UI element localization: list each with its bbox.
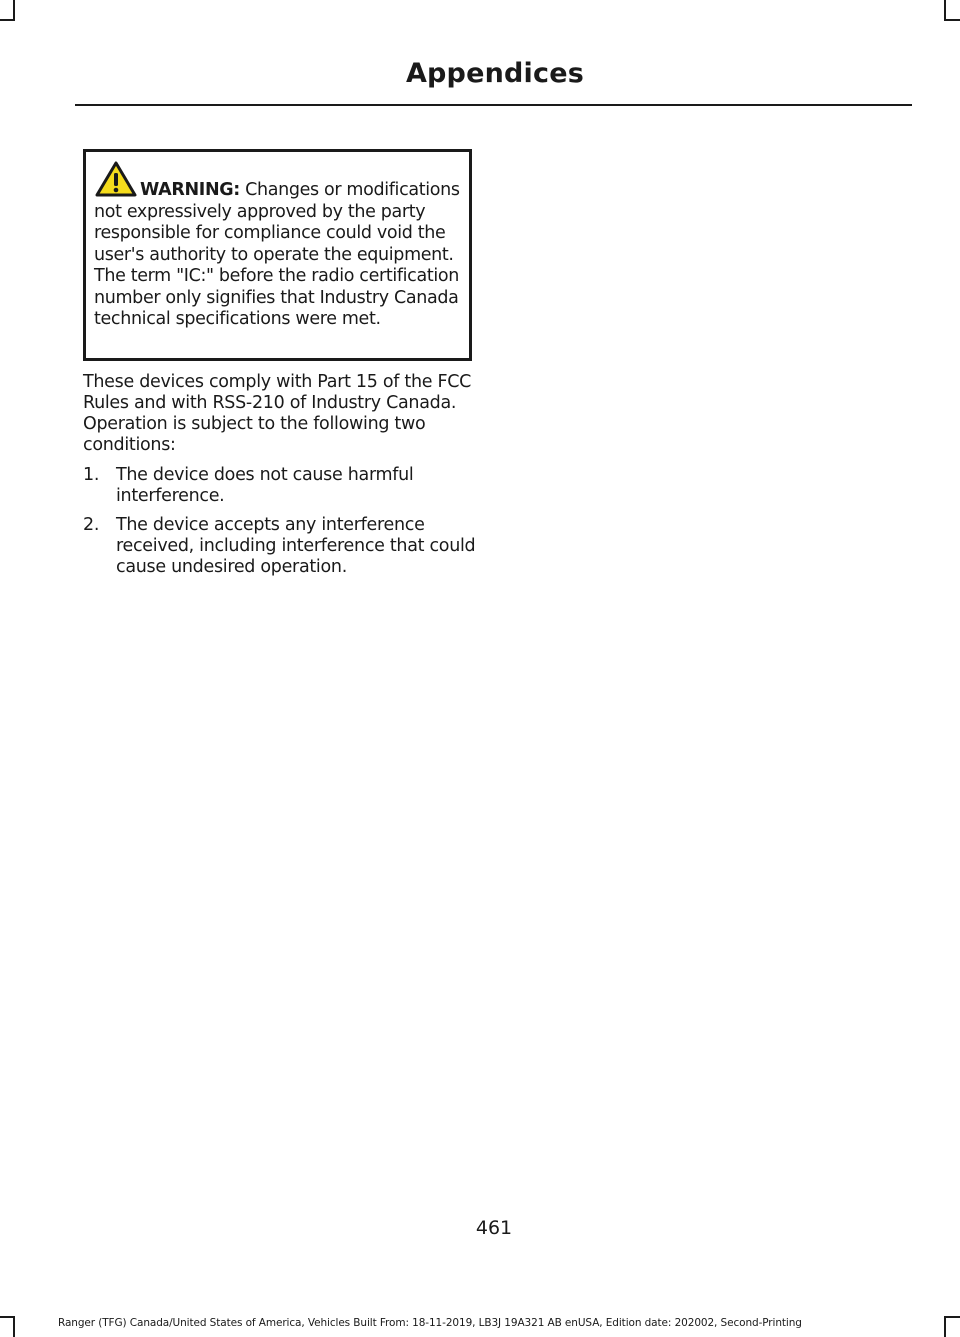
crop-mark xyxy=(13,1317,15,1337)
footer-text: Ranger (TFG) Canada/United States of America, Vehicles Built From: 18-11-2019, LB3J 19A321 AB enUSA, Edition date: 202002, Second-Printing xyxy=(58,1317,802,1329)
warning-body: Changes or modifications not expressively approved by the party responsible for compliance could void the user's authority to operate the equipment. The term "IC:" before the radio certification number only signifies that Industry Canada technical specifications were met. xyxy=(94,180,460,329)
list-number: 1. xyxy=(83,465,100,485)
crop-mark xyxy=(0,1316,15,1318)
page-number: 461 xyxy=(475,1217,513,1239)
crop-mark xyxy=(944,1317,946,1337)
compliance-paragraph: These devices comply with Part 15 of the FCC Rules and with RSS-210 of Industry Canada. Operation is subject to the following two conditions: xyxy=(83,372,472,455)
page-title: Appendices xyxy=(405,58,584,89)
warning-text xyxy=(94,180,466,331)
list-item xyxy=(83,465,478,507)
conditions-list xyxy=(83,465,478,586)
crop-mark xyxy=(944,0,946,20)
header-divider xyxy=(75,104,912,106)
crop-mark xyxy=(944,19,960,21)
crop-mark xyxy=(13,0,15,20)
warning-label: WARNING: xyxy=(140,180,240,200)
list-text: The device does not cause harmful interference. xyxy=(116,465,414,506)
warning-box xyxy=(83,149,472,361)
list-text: The device accepts any interference received, including interference that could cause undesired operation. xyxy=(116,515,476,577)
list-number: 2. xyxy=(83,515,100,535)
crop-mark xyxy=(944,1316,960,1318)
list-item xyxy=(83,515,478,578)
crop-mark xyxy=(0,19,15,21)
